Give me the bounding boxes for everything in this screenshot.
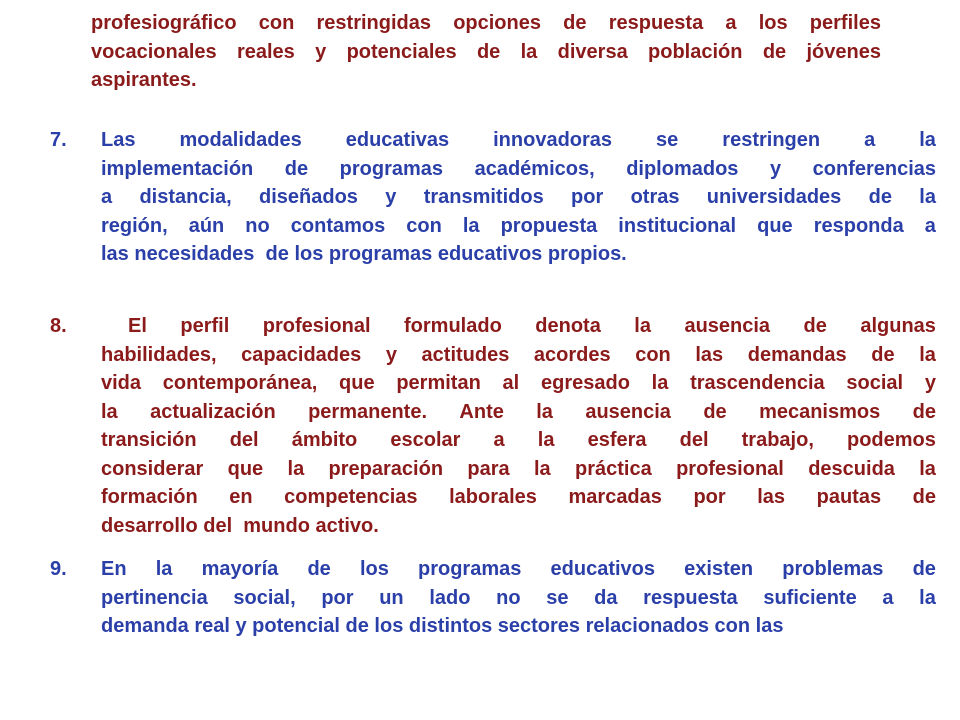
item7-number: 7. [50,129,67,151]
intro-line-2 [91,38,881,67]
word: En [101,558,127,580]
word: la [651,372,669,394]
word: mayoría [201,558,279,580]
item7-line-5-text: las necesidades de los programas educativos propios. [101,243,627,265]
item7-first-line [50,126,936,155]
word: con [406,214,442,237]
word: perfil [180,315,230,337]
word: profesiográfico [91,12,237,34]
word: ausencia [684,315,771,337]
word: Ante [459,400,504,423]
word: práctica [575,457,652,480]
word: ausencia [585,400,671,423]
item9-number: 9. [50,558,67,580]
word: transición [101,429,197,451]
intro-line-3-text: aspirantes. [91,69,197,91]
item9-first-line-text [101,555,936,584]
word: se [656,129,679,151]
word: opciones [453,12,541,34]
word: Las [101,129,136,151]
word: suficiente [763,586,857,609]
item9-first-line [50,555,936,584]
word: la [533,457,551,480]
word: modalidades [179,129,302,151]
word: pautas [816,486,882,508]
word: responda [813,214,904,237]
word: pertinencia [101,586,208,609]
item7-first-line-text [101,126,936,155]
word: al [502,372,520,394]
word: a [493,429,505,451]
word: profesional [676,457,784,480]
word: de [563,12,587,34]
intro-paragraph [91,9,881,95]
word: actualización [150,400,276,423]
word: se [546,586,569,609]
word: conferencias [812,157,936,180]
word: en [229,486,253,508]
word: para [467,457,510,480]
word: y [385,186,397,208]
word: transmitidos [423,186,544,208]
item7-line-2 [101,155,936,184]
word: implementación [101,157,254,180]
word: por [571,186,604,208]
word: por [321,586,354,609]
word: la [155,558,173,580]
word: otras [630,186,680,208]
word: de [871,343,895,366]
word: la [919,457,936,480]
word: lado [429,586,471,609]
word: existen [684,558,754,580]
word: a [101,186,113,208]
word: a [882,586,894,609]
word: innovadoras [493,129,613,151]
word: que [339,372,375,394]
word: educativas [345,129,450,151]
word: esfera [587,429,647,451]
word: restringidas [316,12,431,34]
word: a [725,12,737,34]
item8-line-7 [101,483,936,512]
word: la [536,400,553,423]
word: a [864,129,876,151]
word: y [769,157,782,180]
item9-line-3 [101,612,936,641]
word: los [359,558,389,580]
word: a [924,214,936,237]
item8-line-3 [101,369,936,398]
item9-line-2 [101,584,936,613]
word: social [846,372,904,394]
word: educativos [550,558,656,580]
word: capacidades [241,343,362,366]
word: escolar [390,429,461,451]
word: podemos [847,429,936,451]
word: vida [101,372,142,394]
word: trabajo, [741,429,814,451]
word: y [315,40,327,63]
word: acordes [533,343,611,366]
word: perfiles [809,12,881,34]
word: de [912,400,936,423]
word: la [919,586,936,609]
word: las [757,486,786,508]
word: da [594,586,618,609]
word: respuesta [643,586,738,609]
word: El [128,315,147,337]
word: respuesta [608,12,704,34]
word: diversa [557,40,628,63]
word: potenciales [346,40,457,63]
word: formación [101,486,198,508]
word: población [648,40,743,63]
word: por [693,486,726,508]
word: la [919,343,936,366]
word: de [912,486,936,508]
word: actitudes [421,343,510,366]
list-item-8 [50,312,936,540]
list-item-7 [50,126,936,269]
word: trascendencia [690,372,825,394]
word: diseñados [259,186,358,208]
word: marcadas [568,486,662,508]
word: las [695,343,724,366]
word: y [385,343,397,366]
word: región, [101,214,168,237]
word: mecanismos [759,400,881,423]
item8-line-2 [101,341,936,370]
word: académicos, [474,157,595,180]
word: un [379,586,404,609]
word: la [919,129,936,151]
item8-first-line [50,312,936,341]
word: la [462,214,480,237]
word: preparación [328,457,444,480]
item8-line-4 [101,398,936,427]
word: de [803,315,827,337]
word: propuesta [500,214,598,237]
word: y [924,372,936,394]
word: profesional [262,315,371,337]
item9-line-3-text: demanda real y potencial de los distintos sectores relacionados con las [101,615,784,637]
item8-line-8 [101,512,936,541]
item8-line-8-text: desarrollo del mundo activo. [101,514,379,537]
word: contemporánea, [162,372,318,394]
word: considerar [101,457,204,480]
word: demandas [747,343,847,366]
word: diplomados [626,157,739,180]
word: restringen [722,129,821,151]
item8-number: 8. [50,315,67,337]
item8-body [50,341,936,541]
word: permitan [396,372,481,394]
word: algunas [860,315,936,337]
word: la [520,40,538,63]
word: universidades [706,186,842,208]
word: habilidades, [101,343,217,366]
word: de [703,400,727,423]
word: de [284,157,309,180]
word: reales [236,40,295,63]
word: que [227,457,264,480]
word: con [635,343,671,366]
word: no [496,586,521,609]
item7-line-4 [101,212,936,241]
word: de [868,186,892,208]
word: descuida [808,457,895,480]
word: de [762,40,787,63]
word: contamos [290,214,386,237]
item7-body [50,155,936,269]
item8-first-line-text [128,312,936,341]
word: institucional [618,214,737,237]
word: de [912,558,936,580]
word: programas [418,558,522,580]
word: la [634,315,651,337]
word: permanente. [308,400,428,423]
word: jóvenes [806,40,881,63]
word: del [229,429,259,451]
word: la [287,457,305,480]
intro-line-1 [91,9,881,38]
item8-line-6 [101,455,936,484]
word: del [679,429,709,451]
intro-line-3 [91,66,881,95]
word: de [476,40,501,63]
word: formulado [404,315,502,337]
word: ámbito [291,429,358,451]
word: laborales [449,486,537,508]
word: competencias [284,486,418,508]
word: la [537,429,555,451]
word: no [245,214,270,237]
word: aún [188,214,225,237]
word: la [919,186,936,208]
word: la [101,400,118,423]
word: programas [339,157,444,180]
word: egresado [540,372,630,394]
item7-line-3 [101,183,936,212]
item9-body [50,584,936,641]
word: social, [233,586,296,609]
word: problemas [782,558,884,580]
item8-line-5 [101,426,936,455]
item7-line-5 [101,240,936,269]
word: de [307,558,331,580]
word: distancia, [139,186,232,208]
word: los [758,12,788,34]
word: denota [535,315,601,337]
word: que [757,214,793,237]
list-item-9 [50,555,936,641]
word: con [258,12,295,34]
word: vocacionales [91,40,217,63]
